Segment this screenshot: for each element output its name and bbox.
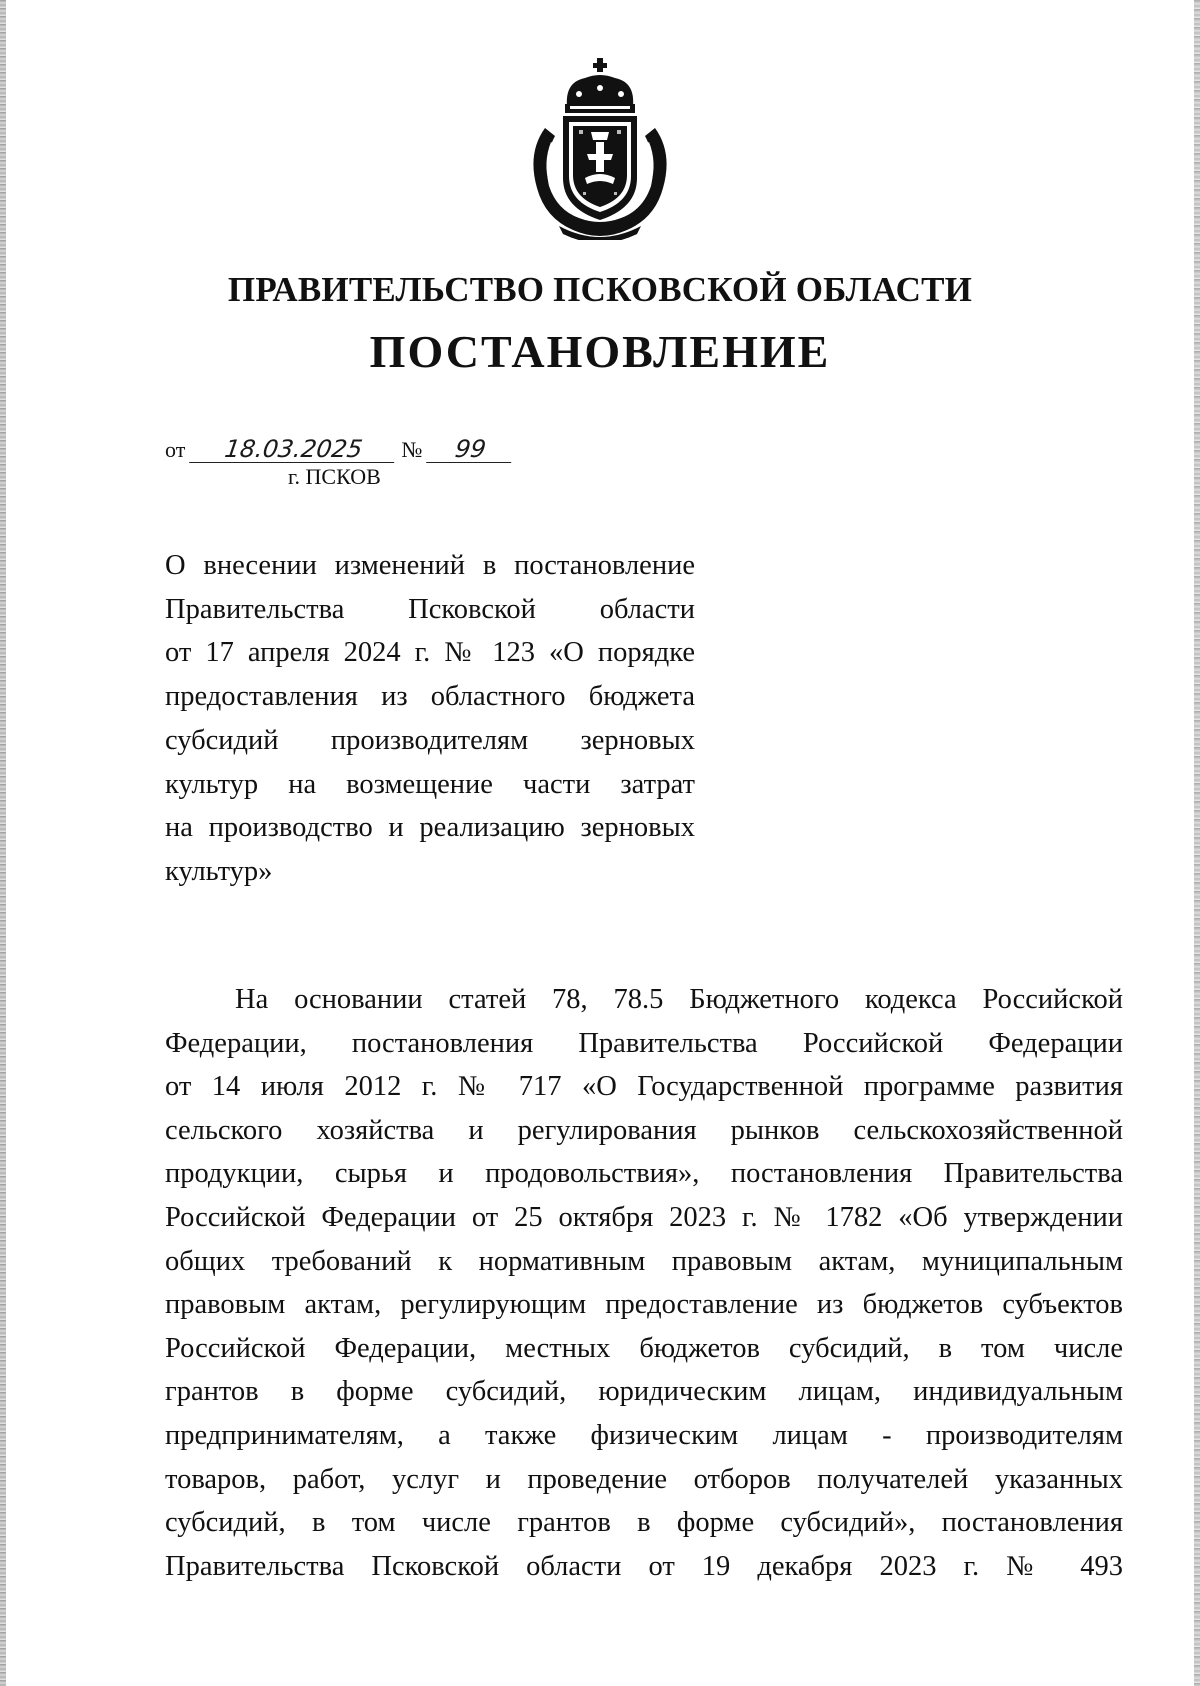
subject-line: О внесении изменений в постановление [165,550,695,581]
body-line: Российской Федерации от 25 октября 2023 г. № 1782 «Об утверждении [165,1201,1123,1233]
body-line: от 14 июля 2012 г. № 717 «О Государственной программе развития [165,1071,1123,1103]
registration-line [165,436,513,463]
document-subject [165,544,695,894]
body-line: Правительства Псковской области от 19 декабря 2023 г. № 493 [165,1550,1123,1582]
body-line: общих требований к нормативным правовым актам, муниципальным [165,1245,1123,1277]
handwritten-number: 99 [426,436,515,463]
scan-edge-right [1194,0,1200,1686]
number-prefix: № [401,437,423,462]
subject-line: субсидий производителям зерновых [165,724,695,756]
date-prefix: от [165,437,186,462]
subject-line: предоставления из областного бюджета [165,681,695,713]
handwritten-date: 18.03.2025 [189,436,398,463]
subject-line: Правительства Псковской области [165,593,695,625]
body-line: правовым актам, регулирующим предоставление из бюджетов субъектов [165,1289,1123,1321]
body-line: Федерации, постановления Правительства Российской Федерации [165,1027,1123,1059]
scan-edge-left [0,0,6,1686]
subject-line: культур» [165,855,273,887]
body-line: продукции, сырья и продовольствия», постановления Правительства [165,1158,1123,1190]
subject-line: культур на возмещение части затрат [165,768,695,800]
document-type-title: ПОСТАНОВЛЕНИЕ [369,326,831,377]
subject-line: на производство и реализацию зерновых [165,812,695,844]
body-line: товаров, работ, услуг и проведение отборов получателей указанных [165,1463,1123,1495]
organization-title: ПРАВИТЕЛЬСТВО ПСКОВСКОЙ ОБЛАСТИ [227,270,973,309]
body-line: сельского хозяйства и регулирования рынков сельскохозяйственной [165,1114,1123,1146]
body-line: предпринимателям, а также физическим лицам - производителям [165,1419,1123,1451]
body-line: На основании статей 78, 78.5 Бюджетного кодекса Российской [235,984,1123,1015]
document-body [165,978,1123,1588]
subject-line: от 17 апреля 2024 г. № 123 «О порядке [165,637,695,669]
coat-of-arms-icon [525,58,675,240]
body-line: грантов в форме субсидий, юридическим лицам, индивидуальным [165,1376,1123,1408]
body-line: Российской Федерации, местных бюджетов субсидий, в том числе [165,1332,1123,1364]
body-line: субсидий, в том числе грантов в форме субсидий», постановления [165,1507,1123,1539]
city-label: г. ПСКОВ [288,464,381,489]
